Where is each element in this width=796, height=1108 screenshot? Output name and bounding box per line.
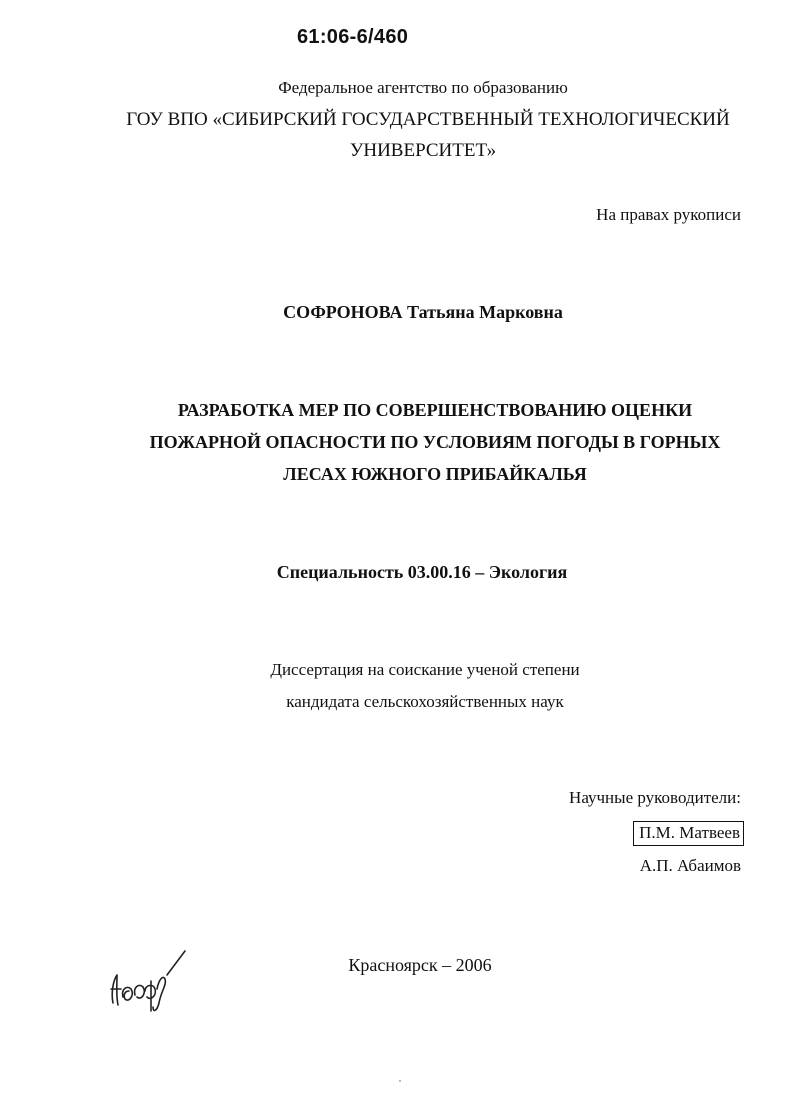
supervisor-name: А.П. Абаимов (639, 856, 741, 875)
dissertation-degree-line-1: Диссертация на соискание ученой степени (270, 660, 580, 679)
university-name-line-2: УНИВЕРСИТЕТ» (349, 140, 497, 161)
scan-speck (399, 1080, 401, 1082)
dissertation-title-line-2: ПОЖАРНОЙ ОПАСНОСТИ ПО УСЛОВИЯМ ПОГОДЫ В ГОРНЫХ (149, 432, 721, 452)
manuscript-rights-note: На правах рукописи (596, 205, 741, 224)
supervisors-label: Научные руководители: (569, 788, 741, 807)
supervisor-name-boxed: П.М. Матвеев (633, 821, 744, 846)
specialty: Специальность 03.00.16 – Экология (276, 562, 568, 582)
handwritten-signature (105, 945, 195, 1015)
archive-code: 61:06-6/460 (297, 26, 409, 48)
dissertation-title-line-3: ЛЕСАХ ЮЖНОГО ПРИБАЙКАЛЬЯ (283, 464, 587, 484)
university-name-line-1: ГОУ ВПО «СИБИРСКИЙ ГОСУДАРСТВЕННЫЙ ТЕХНОЛОГИЧЕСКИЙ (126, 109, 730, 130)
dissertation-title-line-1: РАЗРАБОТКА МЕР ПО СОВЕРШЕНСТВОВАНИЮ ОЦЕНКИ (177, 400, 693, 420)
author-name: СОФРОНОВА Татьяна Марковна (283, 302, 563, 322)
city-year: Красноярск – 2006 (348, 955, 492, 975)
dissertation-degree-line-2: кандидата сельскохозяйственных наук (286, 692, 564, 711)
agency-name: Федеральное агентство по образованию (278, 78, 568, 97)
